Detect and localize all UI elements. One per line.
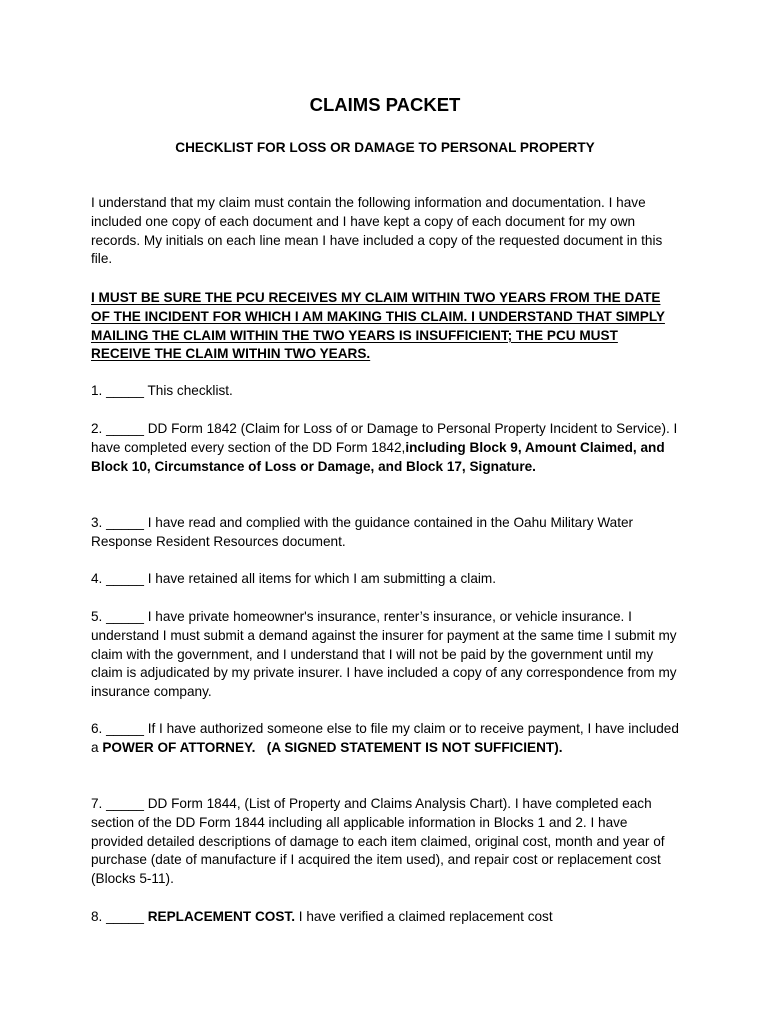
checklist-item-1: 1. _____ This checklist.	[91, 383, 233, 398]
initials-blank: 7. _____	[91, 796, 148, 811]
initials-blank: 3. _____	[91, 515, 148, 530]
intro-paragraph: I understand that my claim must contain the following information and documentation. I have included one copy of each document and I have kept a copy of each document for my own records. My initials on each line mean I have included a copy of the requested document in this file.	[91, 195, 663, 267]
initials-blank: 2. _____	[91, 421, 148, 436]
initials-blank: 1. _____	[91, 383, 148, 398]
initials-blank: 8. _____	[91, 909, 148, 924]
checklist-item-7: 7. _____ DD Form 1844, (List of Property and Claims Analysis Chart). I have completed each section of the DD Form 1844 including all applicable information in Blocks 1 and 2. I have provided detailed descriptions of damage to each item claimed, original cost, month and year of purchase (date of manufacture if I acquired the item used), and repair cost or replacement cost (Blocks 5-11).	[91, 796, 665, 887]
page-subtitle: CHECKLIST FOR LOSS OR DAMAGE TO PERSONAL PROPERTY	[175, 140, 595, 155]
initials-blank: 6. _____	[91, 721, 148, 736]
checklist-item-3: 3. _____ I have read and complied with the guidance contained in the Oahu Military Water Response Resident Resources document.	[91, 515, 634, 549]
checklist-item-2: 2. _____ DD Form 1842 (Claim for Loss of or Damage to Personal Property Incident to Service). I have completed every section of the DD Form 1842,including Block 9, Amount Claimed, and Block 10, Circumstance of Loss or Damage, and Block 17, Signature.	[91, 421, 678, 474]
initials-blank: 5. _____	[91, 609, 148, 624]
initials-blank: 4. _____	[91, 571, 148, 586]
deadline-warning: I MUST BE SURE THE PCU RECEIVES MY CLAIM WITHIN TWO YEARS FROM THE DATE OF THE INCIDENT FOR WHICH I AM MAKING THIS CLAIM. I UNDERSTAND THAT SIMPLY MAILING THE CLAIM WITHIN THE TWO YEARS IS INSUFFICIENT; THE PCU MUST RECEIVE THE CLAIM WITHIN TWO YEARS.	[91, 290, 665, 362]
checklist-item-8: 8. _____ REPLACEMENT COST. I have verified a claimed replacement cost	[91, 909, 553, 924]
page-title: CLAIMS PACKET	[309, 94, 461, 115]
checklist-item-5: 5. _____ I have private homeowner's insurance, renter’s insurance, or vehicle insurance. I understand I must submit a demand against the insurer for payment at the same time I submit my claim with the government, and I understand that I will not be paid by the government until my claim is adjudicated by my private insurer. I have included a copy of any correspondence from my insurance company.	[91, 609, 677, 700]
checklist-item-6: 6. _____ If I have authorized someone else to file my claim or to receive payment, I have included a POWER OF ATTORNEY. (A SIGNED STATEMENT IS NOT SUFFICIENT).	[91, 721, 679, 755]
checklist-item-4: 4. _____ I have retained all items for which I am submitting a claim.	[91, 571, 496, 586]
